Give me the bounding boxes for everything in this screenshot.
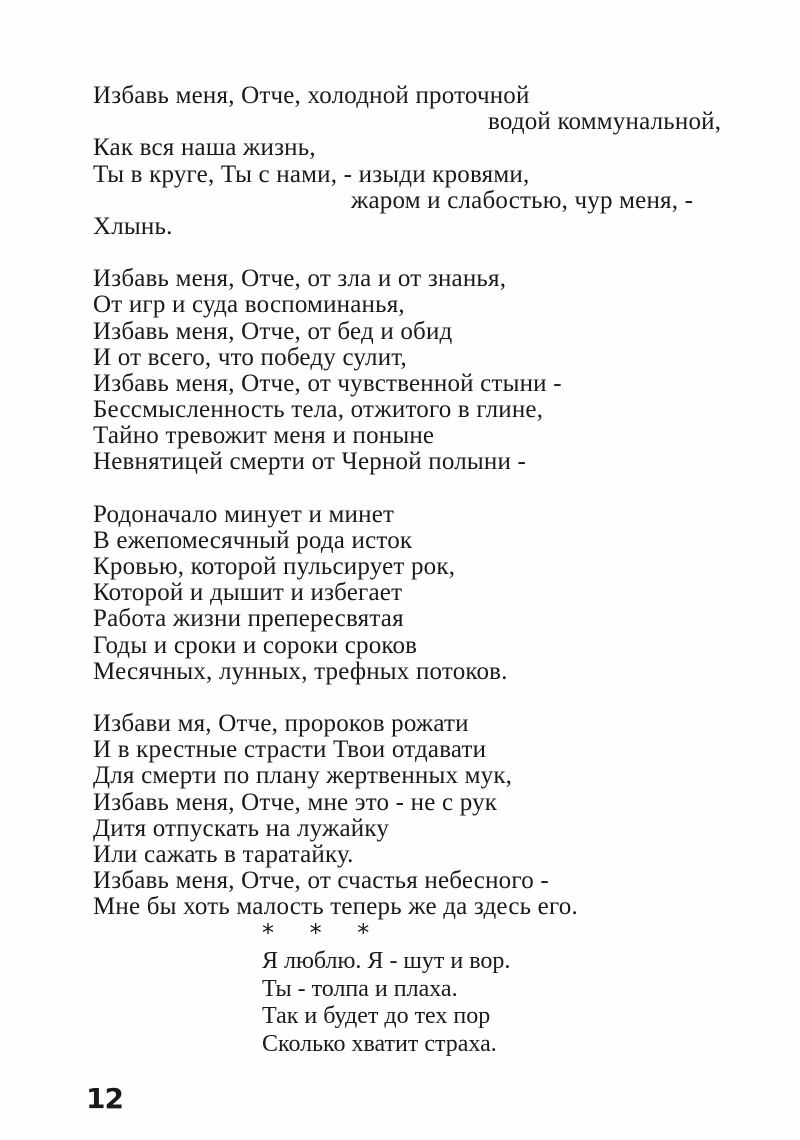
- poem-line: И от всего, что победу сулит,: [93, 343, 407, 371]
- poem-line: жаром и слабостью, чур меня, -: [351, 186, 694, 214]
- poem-line: Хлынь.: [93, 212, 173, 240]
- poem-line: Тайно тревожит меня и поныне: [93, 422, 435, 450]
- poem-line: Мне бы хоть малость теперь же да здесь его.: [93, 893, 578, 921]
- stanza-3: [93, 502, 743, 685]
- poem-line: Как вся наша жизнь,: [93, 134, 316, 162]
- poem-line: Сколько хватит страха.: [262, 1030, 497, 1057]
- poem-line: Невнятицей смерти от Черной полыни -: [93, 448, 527, 476]
- stanza-gap: [93, 476, 743, 502]
- poem-line: Избавь меня, Отче, от счастья небесного -: [93, 867, 549, 895]
- poem-line: И в крестные страсти Твои отдавати: [93, 736, 487, 764]
- poem: [93, 83, 743, 920]
- poem-line: Кровью, которой пульсирует рок,: [93, 553, 456, 580]
- poem-line: Избави мя, Отче, пророков рожати: [93, 709, 469, 737]
- poem-line: Избавь меня, Отче, от бед и обид: [93, 317, 453, 345]
- poem-line: От игр и суда воспоминанья,: [93, 291, 405, 319]
- stanza-4: [93, 711, 743, 921]
- poem-line: Которой и дышит и избегает: [93, 579, 403, 607]
- poem-line: Избавь меня, Отче, от зла и от знанья,: [93, 265, 507, 293]
- poem-line: Ты в круге, Ты с нами, - изыди кровями,: [93, 160, 530, 188]
- poem-line: Бессмысленность тела, отжитого в глине,: [93, 396, 544, 424]
- poem-line: Ты - толпа и плаха.: [262, 975, 458, 1002]
- poem-line: Избавь меня, Отче, мне это - не с рук: [93, 788, 498, 816]
- poem-line: Годы и сроки и сороки сроков: [93, 631, 418, 659]
- poem-line: Дитя отпускать на лужайку: [93, 814, 390, 842]
- stanza-2: [93, 266, 743, 476]
- poem-line: Избавь меня, Отче, холодной проточной: [93, 82, 530, 109]
- poem-line: В ежепомесячный рода исток: [93, 526, 413, 554]
- poem-line: Так и будет до тех пор: [262, 1003, 491, 1029]
- stanza-gap: [93, 685, 743, 711]
- poem-line: Родоначало минует и минет: [93, 500, 395, 528]
- section-separator: * * *: [262, 919, 384, 947]
- poem-line: Или сажать в таратайку.: [93, 840, 354, 868]
- poem-line: Месячных, лунных, трефных потоков.: [93, 657, 508, 685]
- short-poem: [262, 918, 592, 1058]
- page-number: 12: [86, 1082, 123, 1115]
- stanza-gap: [93, 240, 743, 266]
- poem-line: Для смерти по плану жертвенных мук,: [93, 762, 513, 790]
- poem-line: водой коммунальной,: [488, 108, 722, 136]
- stanza-1: [93, 83, 743, 240]
- poem-line: Работа жизни препересвятая: [93, 605, 404, 633]
- poem-line: Я люблю. Я - шут и вор.: [262, 948, 511, 974]
- poem-line: Избавь меня, Отче, от чувственной стыни -: [93, 369, 562, 397]
